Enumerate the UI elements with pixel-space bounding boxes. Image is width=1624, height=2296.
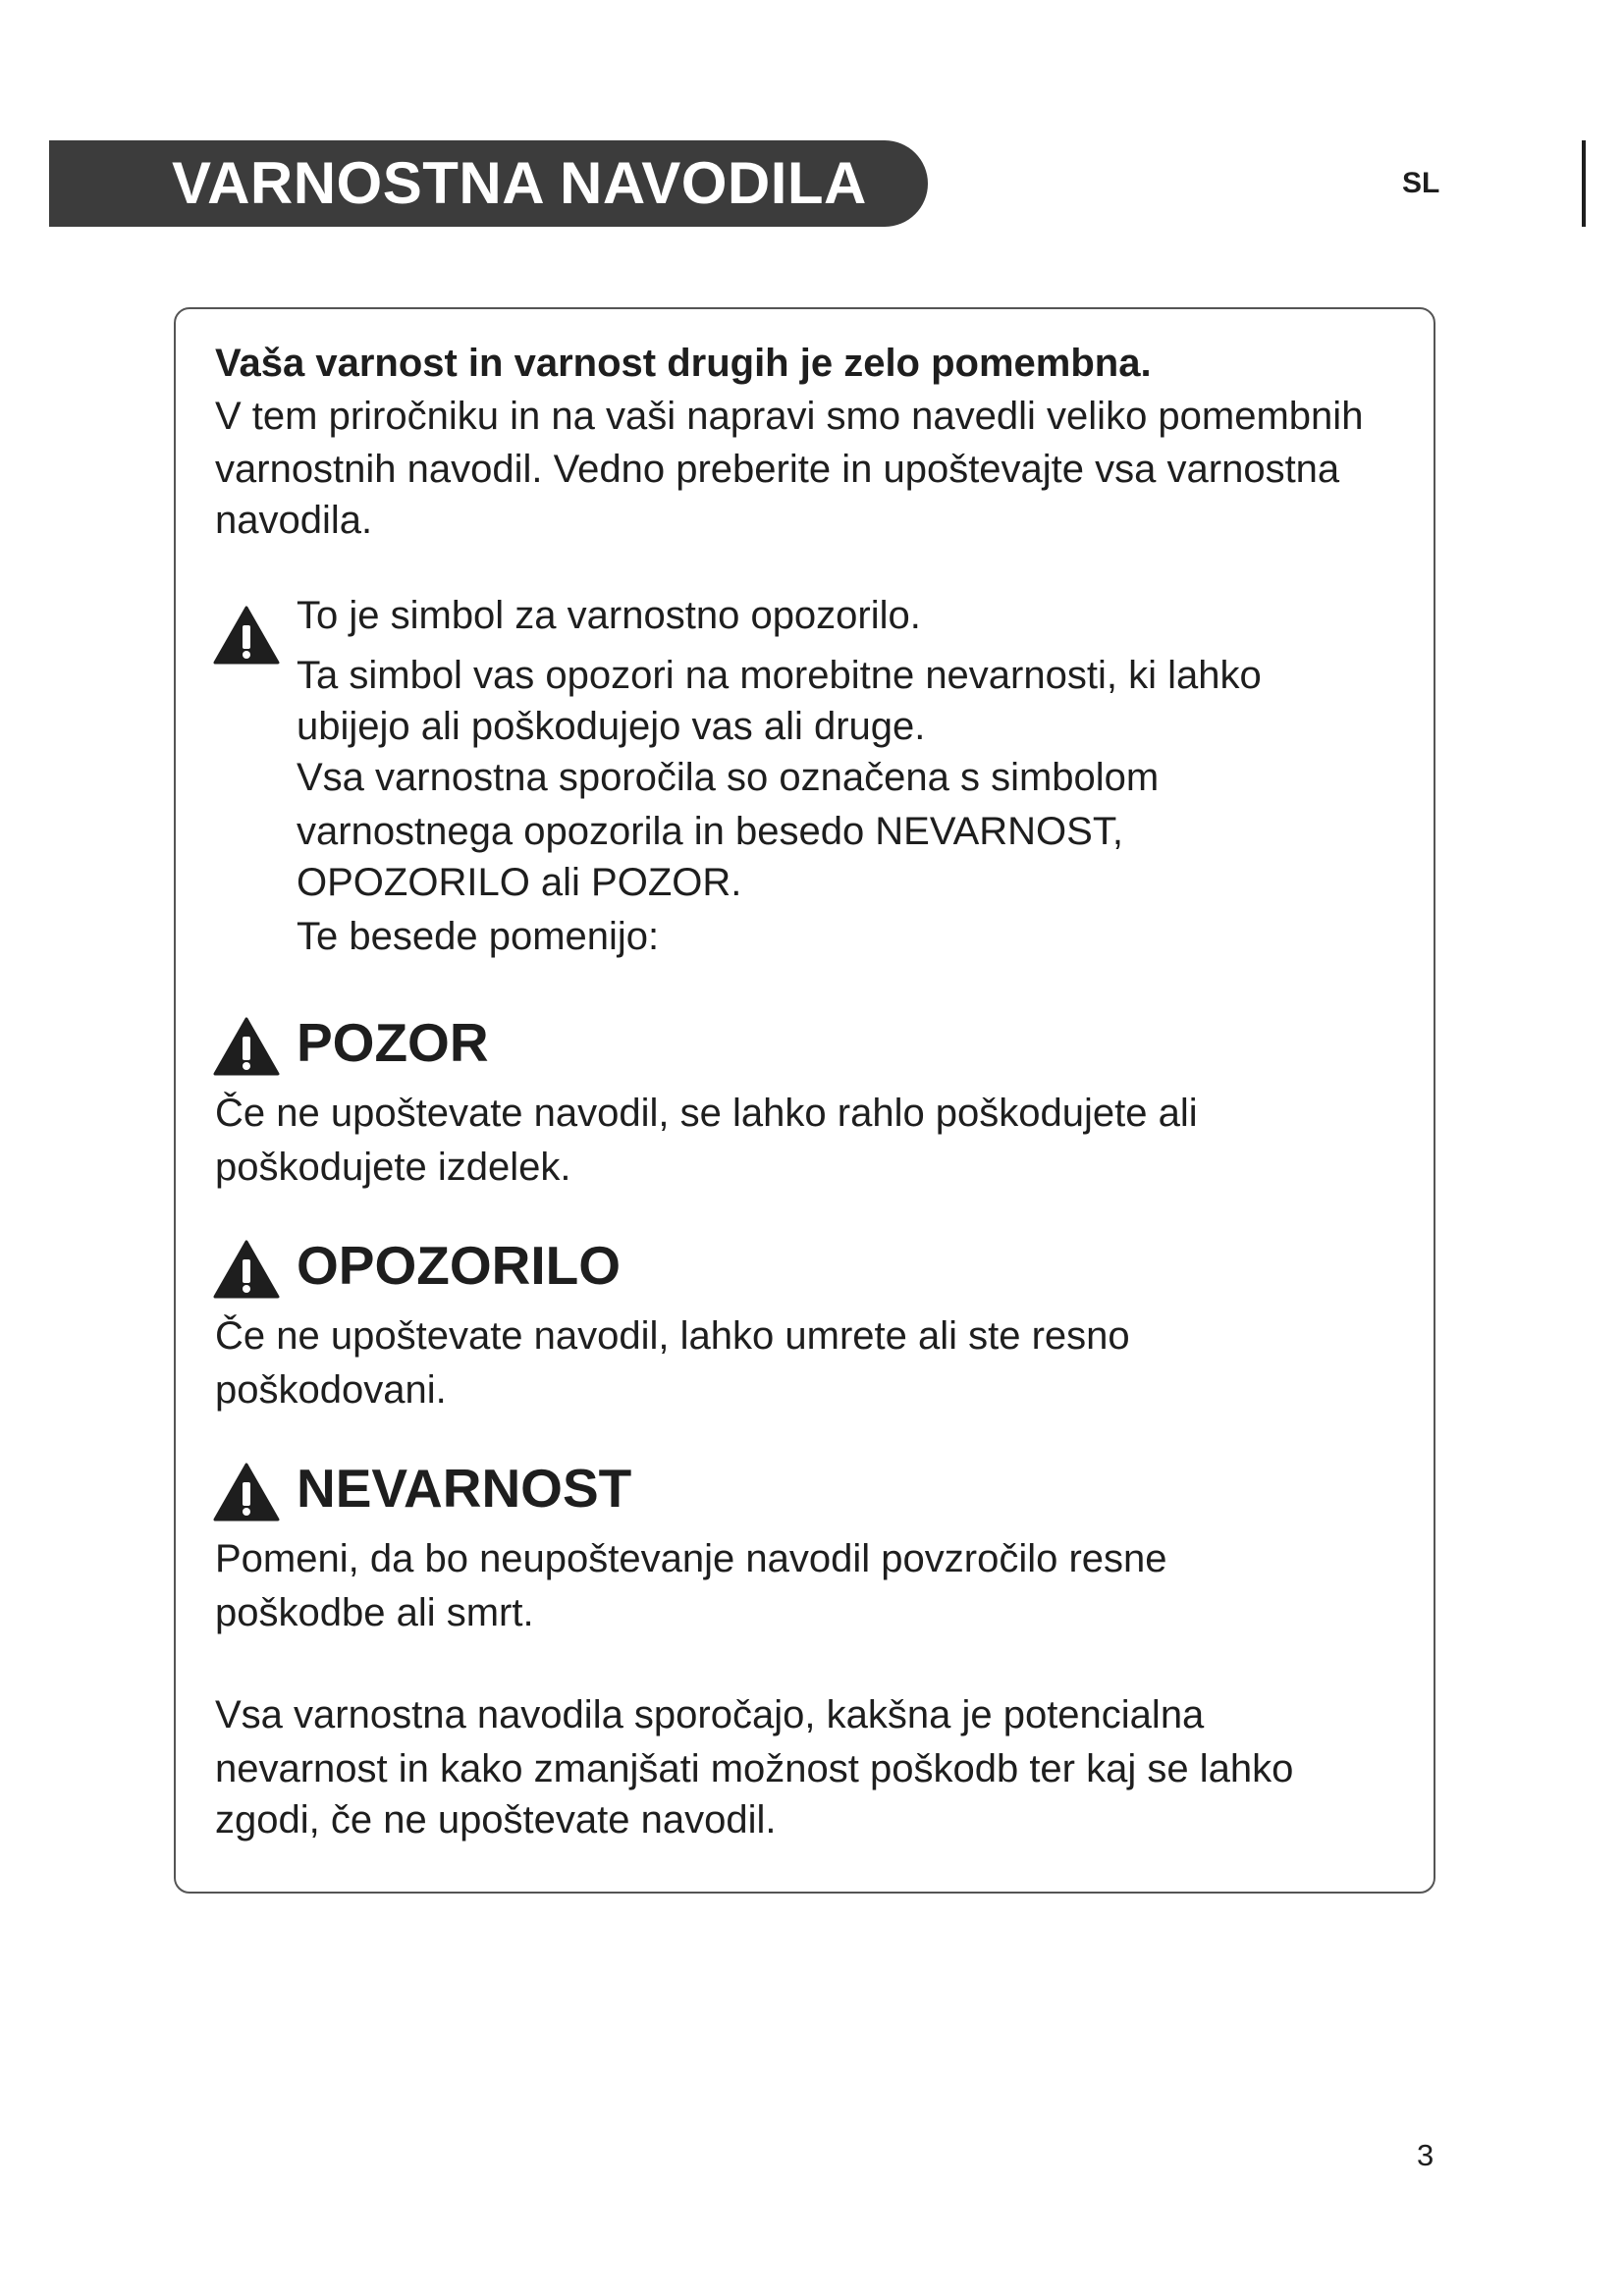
warning-triangle-icon [213, 606, 280, 665]
closing-line: zgodi, če ne upoštevate navodil. [215, 1798, 777, 1842]
warning-triangle-icon [213, 1463, 280, 1522]
intro-line: V tem priročniku in na vaši napravi smo navedli veliko pomembnih [215, 395, 1364, 438]
signal-word-description: Če ne upoštevate navodil, lahko umrete ali ste resno [215, 1314, 1130, 1358]
symbol-note-line: Vsa varnostna sporočila so označena s simbolom [297, 756, 1160, 799]
signal-word-description: poškodbe ali smrt. [215, 1591, 534, 1634]
symbol-note-line: varnostnega opozorila in besedo NEVARNOST, [297, 810, 1123, 853]
page-title: VARNOSTNA NAVODILA [172, 150, 867, 216]
signal-word-opozorilo: OPOZORILO [297, 1235, 621, 1296]
signal-word-description: poškodovani. [215, 1368, 447, 1412]
language-code: SL [1402, 167, 1440, 199]
warning-triangle-icon [213, 1017, 280, 1076]
symbol-note-line: Ta simbol vas opozori na morebitne nevarnosti, ki lahko [297, 654, 1262, 697]
symbol-note-line: ubijejo ali poškodujejo vas ali druge. [297, 705, 926, 748]
signal-word-pozor: POZOR [297, 1012, 489, 1073]
warning-triangle-icon [213, 1240, 280, 1299]
closing-line: Vsa varnostna navodila sporočajo, kakšna je potencialna [215, 1693, 1205, 1736]
signal-word-description: Pomeni, da bo neupoštevanje navodil povzročilo resne [215, 1537, 1167, 1580]
intro-lead: Vaša varnost in varnost drugih je zelo pomembna. [215, 342, 1152, 385]
signal-word-description: Če ne upoštevate navodil, se lahko rahlo poškodujete ali [215, 1092, 1198, 1135]
symbol-note-line: OPOZORILO ali POZOR. [297, 861, 742, 904]
title-banner [49, 140, 928, 227]
page-number: 3 [1417, 2138, 1435, 2172]
signal-word-description: poškodujete izdelek. [215, 1146, 571, 1189]
page-edge-bar [1582, 140, 1586, 227]
symbol-note-line: To je simbol za varnostno opozorilo. [297, 594, 921, 637]
intro-line: varnostnih navodil. Vedno preberite in upoštevajte vsa varnostna [215, 448, 1340, 491]
signal-word-nevarnost: NEVARNOST [297, 1458, 632, 1519]
intro-line: navodila. [215, 499, 373, 542]
closing-line: nevarnost in kako zmanjšati možnost poškodb ter kaj se lahko [215, 1747, 1294, 1790]
safety-info-box [174, 307, 1435, 1894]
symbol-note-line: Te besede pomenijo: [297, 915, 660, 958]
